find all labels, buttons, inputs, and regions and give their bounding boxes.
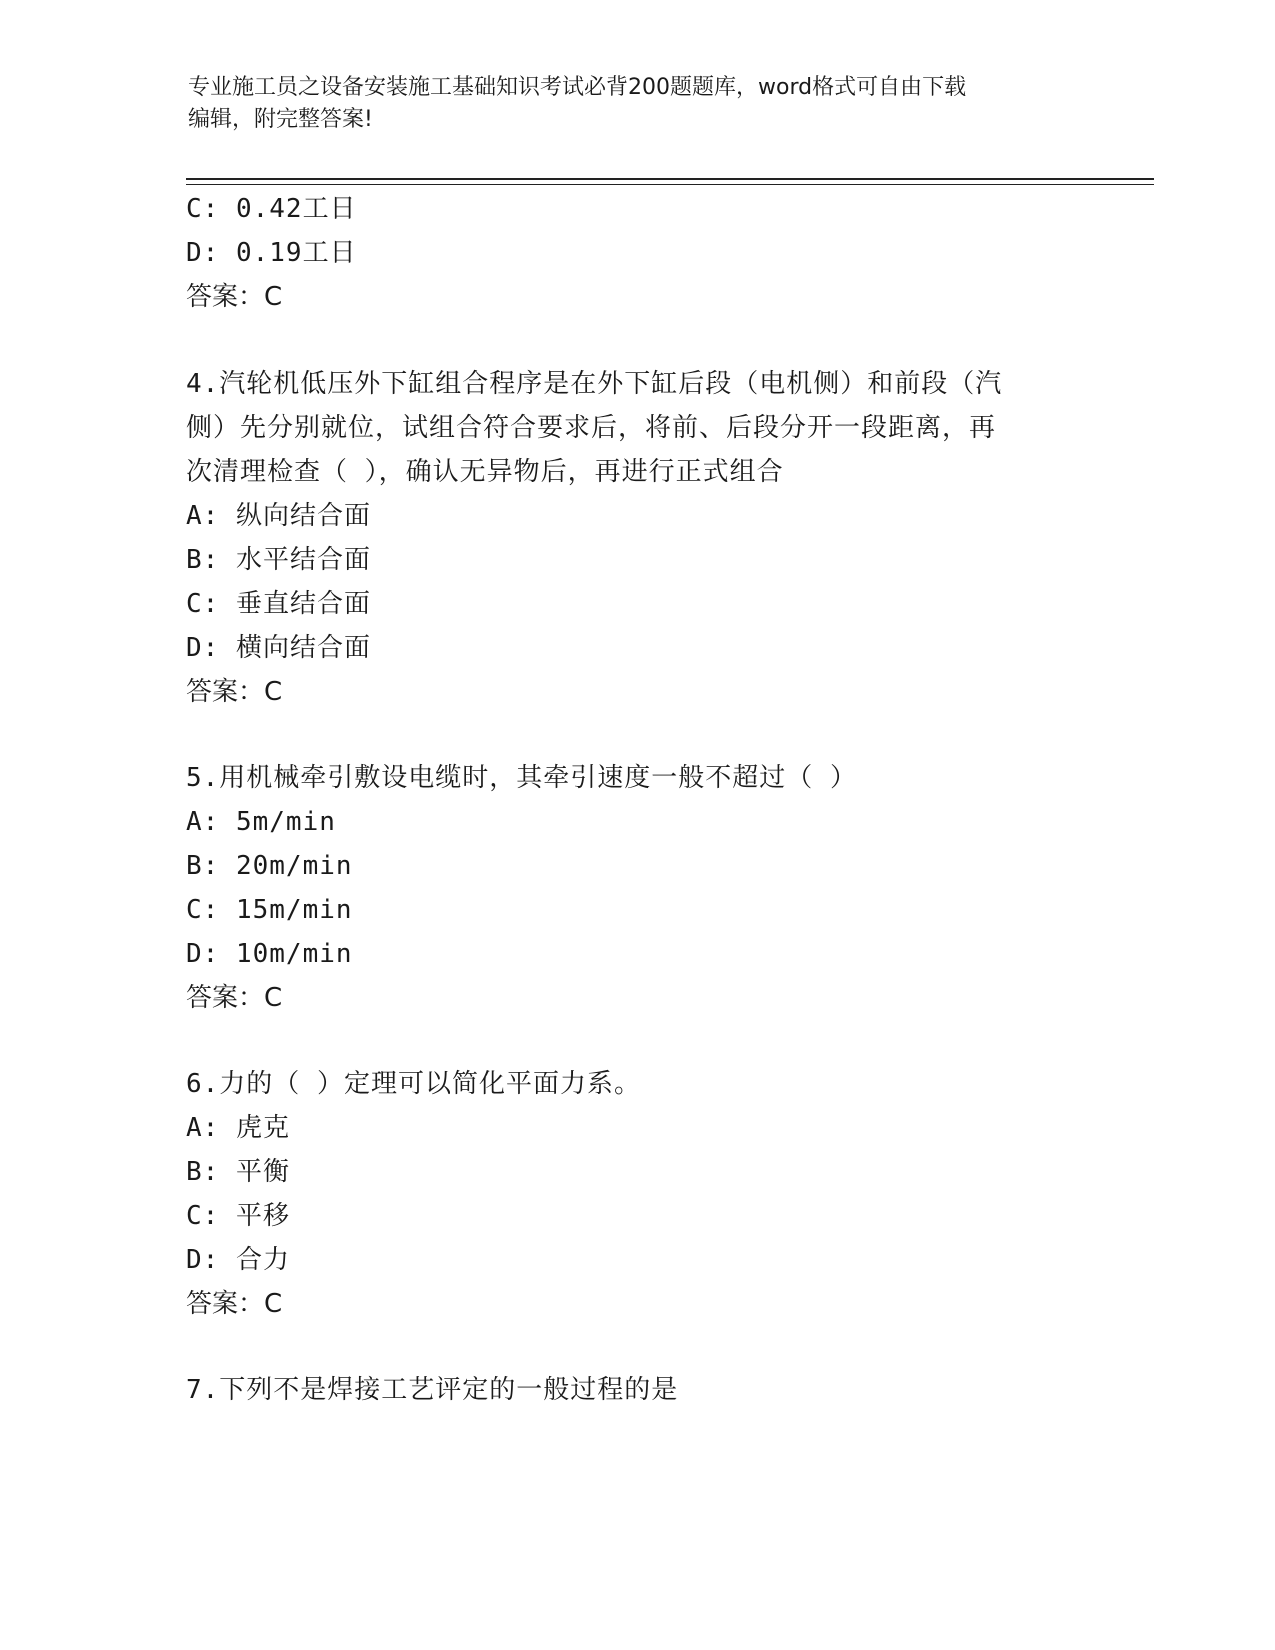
question-5-option-b: B: 20m/min <box>186 851 353 881</box>
question-4-answer: 答案：C <box>186 677 283 707</box>
question-5-answer: 答案：C <box>186 983 283 1013</box>
header-title-line-2: 编辑，附完整答案! <box>188 107 373 132</box>
question-5-option-a: A: 5m/min <box>186 807 336 837</box>
document-header <box>188 72 1088 136</box>
question-4-option-a: A: 纵向结合面 <box>186 501 371 531</box>
header-rule-thin <box>186 184 1154 185</box>
question-7-text: 7.下列不是焊接工艺评定的一般过程的是 <box>186 1375 679 1405</box>
question-4-line-1: 4.汽轮机低压外下缸组合程序是在外下缸后段（电机侧）和前段（汽 <box>186 369 1003 399</box>
question-6-answer: 答案：C <box>186 1289 283 1319</box>
question-6-option-c: C: 平移 <box>186 1201 290 1231</box>
option-d: D: 0.19工日 <box>186 238 357 268</box>
option-c: C: 0.42工日 <box>186 194 357 224</box>
header-rule-thick <box>186 178 1154 180</box>
question-6-option-a: A: 虎克 <box>186 1113 290 1143</box>
question-4-option-b: B: 水平结合面 <box>186 545 371 575</box>
question-4-line-3: 次清理检查（ ），确认无异物后，再进行正式组合 <box>186 457 784 487</box>
question-4-option-c: C: 垂直结合面 <box>186 589 371 619</box>
question-6-text: 6.力的（ ）定理可以简化平面力系。 <box>186 1069 641 1099</box>
question-6-option-b: B: 平衡 <box>186 1157 290 1187</box>
question-5-option-c: C: 15m/min <box>186 895 353 925</box>
question-5-option-d: D: 10m/min <box>186 939 353 969</box>
question-4-line-2: 侧）先分别就位，试组合符合要求后，将前、后段分开一段距离，再 <box>186 413 997 443</box>
question-6-option-d: D: 合力 <box>186 1245 290 1275</box>
question-5-text: 5.用机械牵引敷设电缆时，其牵引速度一般不超过（ ） <box>186 763 857 793</box>
answer-label: 答案：C <box>186 282 283 312</box>
header-title-line-1: 专业施工员之设备安装施工基础知识考试必背200题题库，word格式可自由下载 <box>188 75 967 100</box>
question-4-option-d: D: 横向结合面 <box>186 633 371 663</box>
